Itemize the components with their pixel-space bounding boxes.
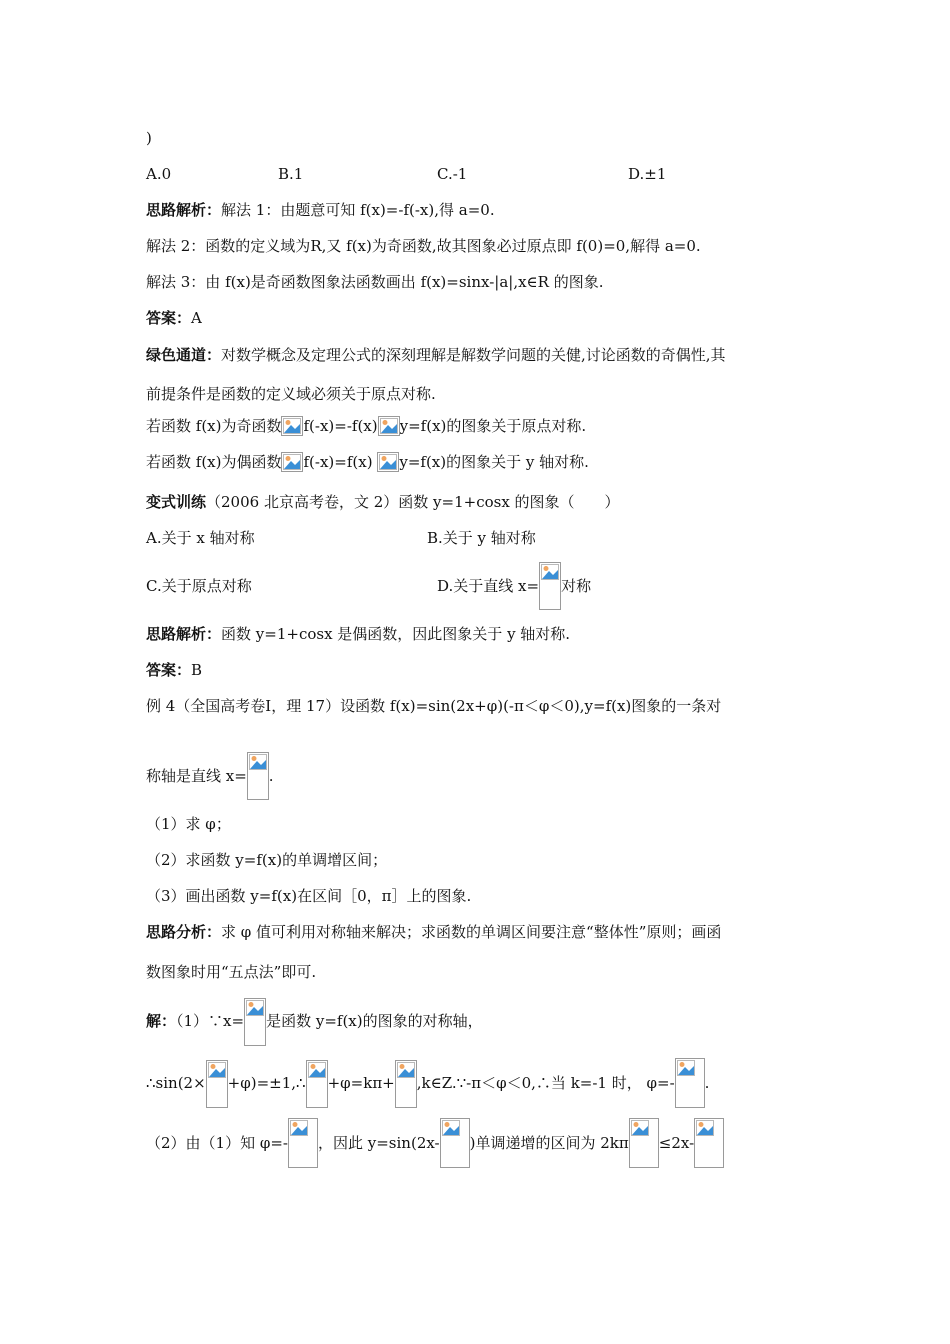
solution2-text-e: . — [704, 1074, 710, 1092]
formula-image-placeholder — [247, 752, 269, 800]
broken-image-icon — [677, 1060, 695, 1076]
variant-option-d-text: D.关于直线 x= — [437, 577, 540, 595]
odd-text-a: 若函数 f(x)为奇函数 — [146, 417, 282, 435]
example4-line: 例 4（全国高考卷Ⅰ，理 17）设函数 f(x)=sin(2x+φ)(-π＜φ＜0),y=f(x)图象的一条对 — [146, 697, 722, 715]
example4-line-2 — [146, 752, 274, 800]
solution1-line — [146, 996, 483, 1046]
formula-image-placeholder — [629, 1118, 659, 1168]
analysis3-label: 思路分析： — [146, 923, 222, 941]
option-a: A.0 — [146, 165, 172, 183]
broken-image-icon — [308, 1062, 326, 1078]
broken-image-icon — [283, 418, 301, 434]
green-line-2: 前提条件是函数的定义域必须关于原点对称. — [146, 385, 436, 403]
formula-image-placeholder — [378, 416, 400, 436]
analysis3-text: 求 φ 值可利用对称轴来解决；求函数的单调区间要注意“整体性”原则；画函 — [221, 923, 722, 941]
method2-line: 解法 2：函数的定义域为R,又 f(x)为奇函数,故其图象必过原点即 f(0)=0,解得 a=0. — [146, 237, 701, 255]
broken-image-icon — [379, 454, 397, 470]
broken-image-icon — [380, 418, 398, 434]
analysis-text: 解法 1：由题意可知 f(x)=-f(-x),得 a=0. — [221, 201, 495, 219]
analysis2-line — [146, 624, 570, 644]
formula-image-placeholder — [694, 1118, 724, 1168]
broken-image-icon — [246, 1000, 264, 1016]
option-d: D.±1 — [628, 165, 667, 183]
variant-option-d — [437, 562, 591, 610]
broken-image-icon — [442, 1120, 460, 1136]
solution2-text-b: +φ)=±1,∴ — [227, 1074, 306, 1092]
broken-image-icon — [397, 1062, 415, 1078]
broken-image-icon — [208, 1062, 226, 1078]
answer2-line — [146, 660, 202, 680]
question1-line: （1）求 φ； — [146, 815, 231, 833]
question3-line: （3）画出函数 y=f(x)在区间［0，π］上的图象. — [146, 887, 472, 905]
answer1-line — [146, 308, 202, 328]
broken-image-icon — [541, 564, 559, 580]
answer2-label: 答案： — [146, 661, 192, 679]
even-text-b: f(-x)=f(x) — [303, 453, 373, 471]
variant-option-b: B.关于 y 轴对称 — [427, 529, 536, 547]
question2-line: （2）求函数 y=f(x)的单调增区间； — [146, 851, 388, 869]
even-text-a: 若函数 f(x)为偶函数 — [146, 453, 282, 471]
paren-line: ) — [146, 129, 152, 147]
solution3-text-a: （2）由（1）知 φ=- — [146, 1134, 288, 1152]
example4-text2-end: . — [268, 767, 274, 785]
green-line — [146, 345, 726, 365]
variant-line — [146, 492, 620, 512]
even-line — [146, 452, 589, 472]
analysis2-text: 函数 y=1+cosx 是偶函数，因此图象关于 y 轴对称. — [221, 625, 571, 643]
odd-text-c: y=f(x)的图象关于原点对称. — [399, 417, 587, 435]
answer-value: A — [191, 309, 202, 327]
broken-image-icon — [249, 754, 267, 770]
formula-image-placeholder — [377, 452, 399, 472]
solution2-line — [146, 1058, 709, 1108]
green-label: 绿色通道： — [146, 346, 222, 364]
solution2-text-c: +φ=kπ+ — [327, 1074, 395, 1092]
formula-image-placeholder — [306, 1060, 328, 1108]
option-c: C.-1 — [437, 165, 468, 183]
variant-option-c: C.关于原点对称 — [146, 577, 252, 595]
analysis2-label: 思路解析： — [146, 625, 222, 643]
solution3-line — [146, 1118, 724, 1168]
formula-image-placeholder — [288, 1118, 318, 1168]
solution3-text-c: )单调递增的区间为 2kπ — [469, 1134, 629, 1152]
variant-option-a: A.关于 x 轴对称 — [146, 529, 255, 547]
odd-text-b: f(-x)=-f(x) — [303, 417, 378, 435]
analysis-line — [146, 200, 495, 220]
analysis-label: 思路解析： — [146, 201, 222, 219]
variant-label: 变式训练 — [146, 493, 207, 511]
formula-image-placeholder — [539, 562, 561, 610]
formula-image-placeholder — [206, 1060, 228, 1108]
formula-image-placeholder — [281, 416, 303, 436]
example4-text2: 称轴是直线 x= — [146, 767, 247, 785]
formula-image-placeholder — [281, 452, 303, 472]
formula-image-placeholder — [675, 1058, 705, 1108]
solution1-text-b: 是函数 y=f(x)的图象的对称轴， — [266, 1012, 483, 1030]
broken-image-icon — [696, 1120, 714, 1136]
formula-image-placeholder — [244, 998, 266, 1046]
solution2-text-d: ,k∈Z.∵-π＜φ＜0,∴当 k=-1 时， φ=- — [416, 1074, 675, 1092]
solution3-text-b: ，因此 y=sin(2x- — [318, 1134, 440, 1152]
broken-image-icon — [290, 1120, 308, 1136]
analysis3-line-2: 数图象时用“五点法”即可. — [146, 963, 317, 981]
answer2-value: B — [191, 661, 203, 679]
odd-line — [146, 416, 586, 436]
broken-image-icon — [631, 1120, 649, 1136]
solution-label: 解： — [146, 1012, 177, 1030]
option-b: B.1 — [278, 165, 304, 183]
answer-label: 答案： — [146, 309, 192, 327]
solution2-text-a: ∴sin(2× — [146, 1074, 206, 1092]
formula-image-placeholder — [395, 1060, 417, 1108]
formula-image-placeholder — [440, 1118, 470, 1168]
analysis3-line — [146, 922, 721, 942]
method3-line: 解法 3：由 f(x)是奇函数图象法函数画出 f(x)=sinx-|a|,x∈R 的图象. — [146, 273, 604, 291]
even-text-c: y=f(x)的图象关于 y 轴对称. — [399, 453, 589, 471]
variant-option-d-suffix: 对称 — [561, 577, 592, 595]
variant-text: （2006 北京高考卷，文 2）函数 y=1+cosx 的图象（ ） — [206, 493, 620, 511]
solution3-text-d: ≤2x- — [658, 1134, 695, 1152]
solution1-text-a: （1）∵x= — [176, 1012, 245, 1030]
green-text: 对数学概念及定理公式的深刻理解是解数学问题的关健,讨论函数的奇偶性,其 — [221, 346, 726, 364]
broken-image-icon — [283, 454, 301, 470]
